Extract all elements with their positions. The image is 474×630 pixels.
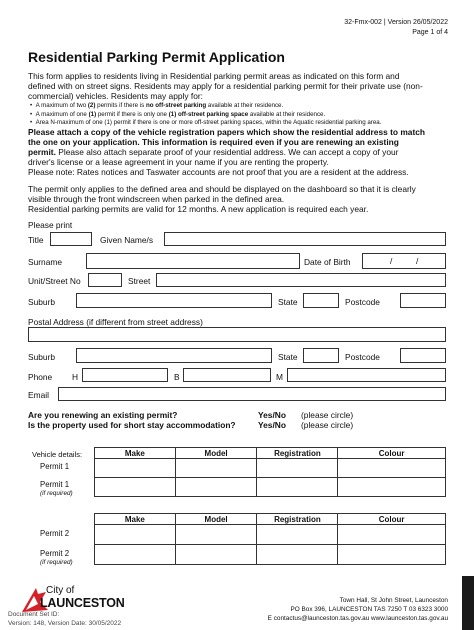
intro-line-3: commercial) vehicles. Residents may apply for: bbox=[28, 91, 204, 101]
logo-launceston: LAUNCESTON bbox=[40, 596, 125, 610]
page-number: Page 1 of 4 bbox=[412, 29, 448, 36]
col-colour: Colour bbox=[338, 448, 446, 459]
dob-label: Date of Birth bbox=[304, 257, 351, 267]
model-cell[interactable] bbox=[175, 459, 257, 478]
bullet-1: • A maximum of two (2) permits if there is no off-street parking available at their residence. bbox=[30, 102, 284, 109]
surname-field[interactable] bbox=[86, 253, 300, 269]
registration-cell[interactable] bbox=[257, 478, 338, 497]
phone-m-field[interactable] bbox=[287, 368, 446, 382]
phone-label: Phone bbox=[28, 372, 53, 382]
vehicle-table-2 bbox=[94, 513, 446, 565]
permit-info-3: Residential parking permits are valid for 12 months. A new application is required each year. bbox=[28, 204, 369, 214]
surname-label: Surname bbox=[28, 257, 62, 267]
intro-line-2: defined with on street signs. Residents may apply for a residential parking permit for their private use (non- bbox=[28, 81, 423, 91]
col-colour: Colour bbox=[338, 514, 446, 525]
permit2-label: Permit 2 bbox=[40, 529, 70, 538]
state-field[interactable] bbox=[303, 293, 339, 308]
postal-field[interactable] bbox=[28, 327, 446, 342]
given-names-field[interactable] bbox=[164, 232, 446, 246]
edge-marker bbox=[462, 576, 474, 630]
col-registration: Registration bbox=[257, 448, 338, 459]
make-cell[interactable] bbox=[95, 545, 176, 565]
unit-field[interactable] bbox=[88, 273, 122, 287]
phone-b-field[interactable] bbox=[183, 368, 271, 382]
vehicle-details-label: Vehicle details: bbox=[32, 450, 83, 459]
postcode2-label: Postcode bbox=[345, 352, 380, 362]
col-model: Model bbox=[175, 448, 257, 459]
state-label: State bbox=[278, 297, 298, 307]
unit-label: Unit/Street No bbox=[28, 276, 81, 286]
version-date: Version: 148, Version Date: 30/05/2022 bbox=[8, 620, 122, 627]
phone-h-label: H bbox=[72, 372, 79, 382]
make-cell[interactable] bbox=[95, 478, 176, 497]
registration-cell[interactable] bbox=[257, 525, 338, 545]
col-make: Make bbox=[95, 448, 176, 459]
notice-line-3: permit. Please also attach separate proof of your residential address. We can accept a copy of your bbox=[28, 147, 399, 157]
notice-line-4: driver's license or a lease agreement in your name if you are renting the property. bbox=[28, 157, 329, 167]
email-label: Email bbox=[28, 390, 49, 400]
bullet-3: • Area N-maximum of one (1) permit if there is one or more off-street parking spaces, within the Aquatic residential parking area. bbox=[30, 119, 382, 126]
col-make: Make bbox=[95, 514, 176, 525]
permit2-optional-label: Permit 2 bbox=[40, 549, 70, 558]
colour-cell[interactable] bbox=[338, 525, 446, 545]
make-cell[interactable] bbox=[95, 525, 176, 545]
phone-b-label: B bbox=[174, 372, 180, 382]
postcode2-field[interactable] bbox=[400, 348, 446, 363]
given-names-label: Given Name/s bbox=[100, 235, 154, 245]
logo-city-of: City of bbox=[46, 585, 75, 596]
colour-cell[interactable] bbox=[338, 545, 446, 565]
bullet-2: • A maximum of one (1) permit if there is only one (1) off-street parking space available at their residence. bbox=[30, 111, 326, 118]
renew-note: (please circle) bbox=[301, 410, 354, 420]
state2-field[interactable] bbox=[303, 348, 339, 363]
title-label: Title bbox=[28, 235, 44, 245]
phone-m-label: M bbox=[276, 372, 283, 382]
footer-contact: E contactus@launceston.tas.gov.au www.launceston.tas.gov.au bbox=[267, 615, 448, 622]
notice-line-2: the one on your application. This information is required even if you are renewing an existing bbox=[28, 137, 399, 147]
footer-address-1: Town Hall, St John Street, Launceston bbox=[339, 597, 448, 604]
postcode-field[interactable] bbox=[400, 293, 446, 308]
make-cell[interactable] bbox=[95, 459, 176, 478]
title-field[interactable] bbox=[50, 232, 92, 246]
notice-line-5: Please note: Rates notices and Taswater accounts are not proof that you are a resident at the address. bbox=[28, 167, 409, 177]
vehicle-table-1 bbox=[94, 447, 446, 497]
email-field[interactable] bbox=[58, 387, 446, 401]
phone-h-field[interactable] bbox=[82, 368, 168, 382]
postcode-label: Postcode bbox=[345, 297, 380, 307]
street-label: Street bbox=[128, 276, 151, 286]
registration-cell[interactable] bbox=[257, 459, 338, 478]
colour-cell[interactable] bbox=[338, 459, 446, 478]
permit1-label: Permit 1 bbox=[40, 462, 70, 471]
permit-info-1: The permit only applies to the defined area and should be displayed on the dashboard so that it is clearly bbox=[28, 184, 416, 194]
registration-cell[interactable] bbox=[257, 545, 338, 565]
postal-label: Postal Address (if different from street address) bbox=[28, 317, 203, 327]
dob-field[interactable] bbox=[362, 253, 446, 269]
suburb2-field[interactable] bbox=[76, 348, 272, 363]
table-row bbox=[95, 545, 446, 565]
table-row bbox=[95, 478, 446, 497]
table-row bbox=[95, 525, 446, 545]
renew-question: Are you renewing an existing permit? bbox=[28, 410, 178, 420]
short-stay-yes-no[interactable]: Yes/No bbox=[258, 420, 286, 430]
state2-label: State bbox=[278, 352, 298, 362]
model-cell[interactable] bbox=[175, 525, 257, 545]
permit1-optional-label: Permit 1 bbox=[40, 480, 70, 489]
page-title: Residential Parking Permit Application bbox=[28, 49, 285, 65]
col-registration: Registration bbox=[257, 514, 338, 525]
form-version: 32-Fmx-002 | Version 26/05/2022 bbox=[344, 19, 448, 26]
permit2-if-required: (if required) bbox=[40, 559, 73, 566]
renew-yes-no[interactable]: Yes/No bbox=[258, 410, 286, 420]
permit-info-2: visible through the front windscreen when parked in the defined area. bbox=[28, 194, 285, 204]
model-cell[interactable] bbox=[175, 545, 257, 565]
suburb-field[interactable] bbox=[76, 293, 272, 308]
colour-cell[interactable] bbox=[338, 478, 446, 497]
short-stay-question: Is the property used for short stay accommodation? bbox=[28, 420, 236, 430]
document-set-id: Document Set ID: bbox=[8, 611, 60, 618]
suburb2-label: Suburb bbox=[28, 352, 56, 362]
footer-address-2: PO Box 396, LAUNCESTON TAS 7250 T 03 6323 3000 bbox=[290, 606, 448, 613]
street-field[interactable] bbox=[156, 273, 446, 287]
col-model: Model bbox=[175, 514, 257, 525]
model-cell[interactable] bbox=[175, 478, 257, 497]
permit1-if-required: (if required) bbox=[40, 490, 73, 497]
short-stay-note: (please circle) bbox=[301, 420, 354, 430]
table-row bbox=[95, 459, 446, 478]
intro-line-1: This form applies to residents living in Residential parking permit areas as indicated on this form and bbox=[28, 71, 400, 81]
dob-separator-2: / bbox=[416, 256, 419, 266]
suburb-label: Suburb bbox=[28, 297, 56, 307]
dob-separator-1: / bbox=[390, 256, 393, 266]
notice-line-1: Please attach a copy of the vehicle registration papers which show the residential address to match bbox=[28, 127, 426, 137]
please-print-label: Please print bbox=[28, 220, 73, 230]
